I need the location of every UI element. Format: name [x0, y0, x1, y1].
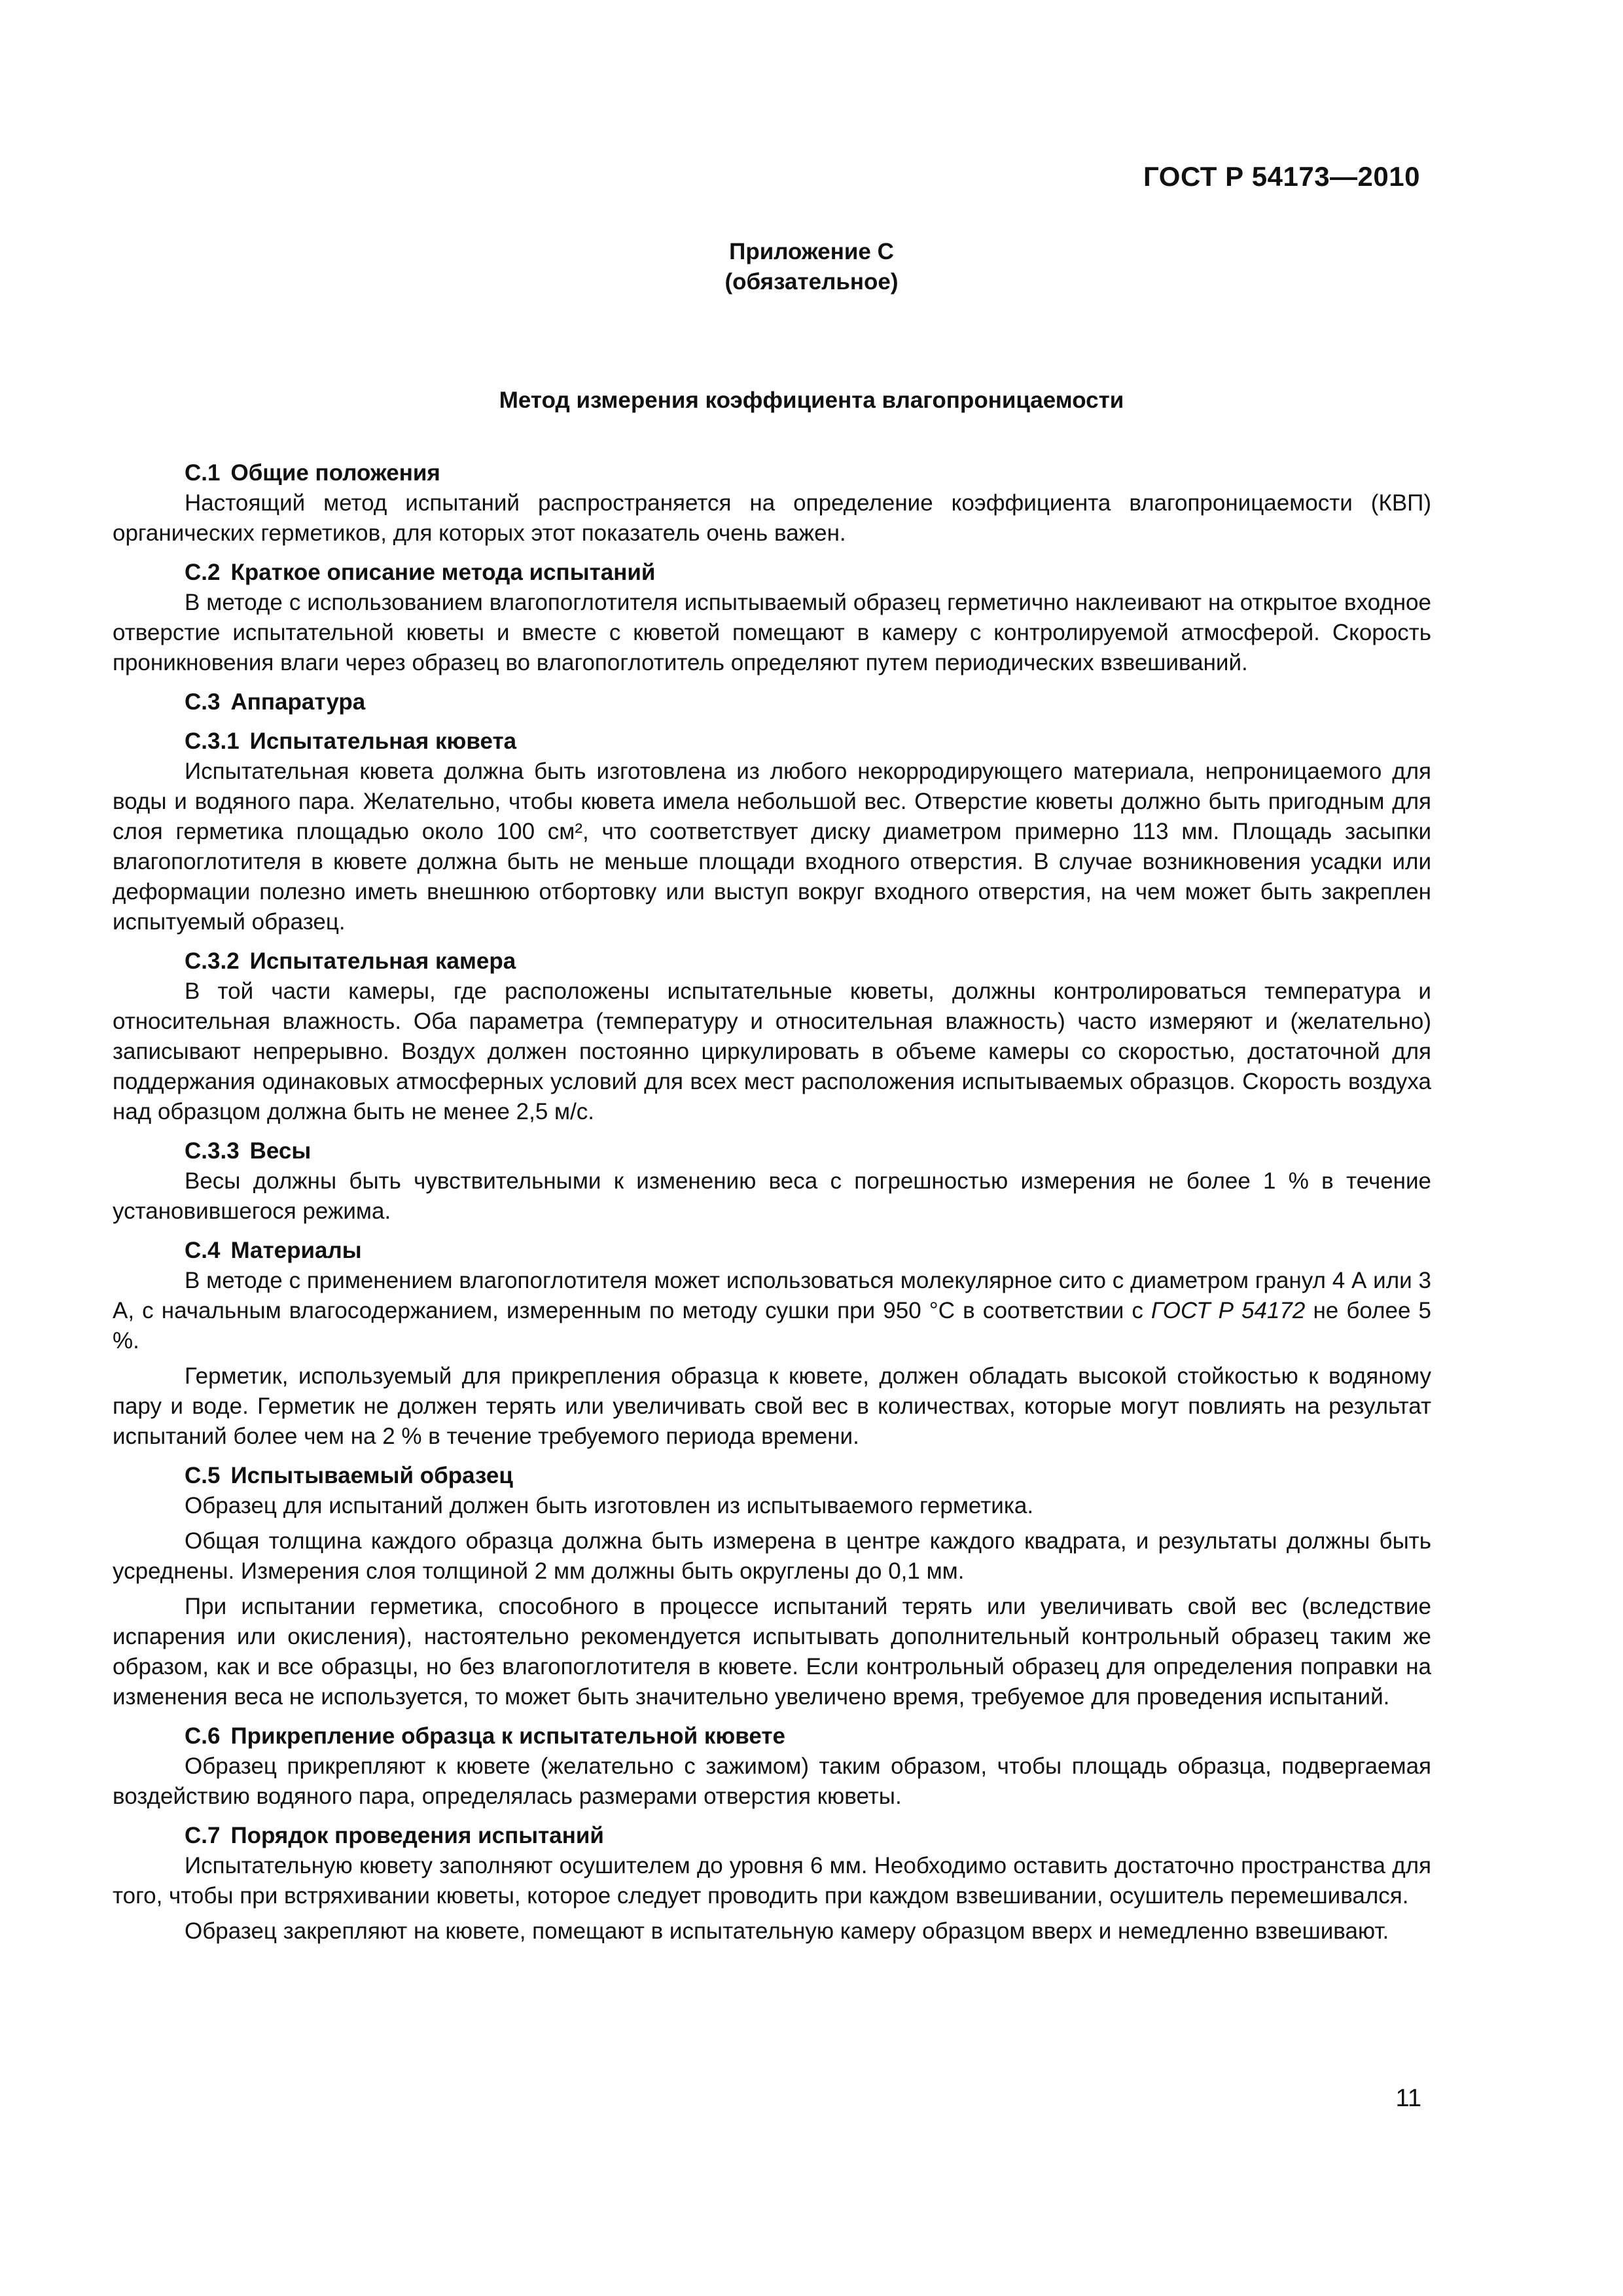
section-heading — [113, 458, 1431, 488]
section-number: С.3.3 — [185, 1138, 240, 1164]
section-title: Аппаратура — [230, 689, 366, 715]
paragraph-text: Весы должны быть чувствительными к изменению веса с погрешностью измерения не более 1 % в течение установившегося режима. — [113, 1168, 1431, 1224]
paragraph-text: Настоящий метод испытаний распространяется на определение коэффициента влагопроницаемости (КВП) органических герметиков, для которых этот показатель очень важен. — [113, 490, 1431, 546]
standard-code: ГОСТ Р 54173—2010 — [1143, 161, 1420, 192]
paragraph — [113, 1592, 1431, 1712]
paragraph — [113, 757, 1431, 937]
section-heading — [113, 726, 1431, 757]
section-number: С.3 — [185, 689, 221, 715]
paragraph — [113, 977, 1431, 1127]
paragraph — [113, 588, 1431, 678]
section-title: Материалы — [230, 1238, 362, 1263]
section-title: Испытываемый образец — [230, 1463, 513, 1488]
section-title: Порядок проведения испытаний — [230, 1823, 604, 1848]
paragraph-text: Испытательная кювета должна быть изготовлена из любого некорродирующего материала, непроницаемого для воды и водяного пара. Желательно, чтобы кювета имела небольшой вес. Отверстие кюветы должно быть пригодным для слоя герметика площадью около 100 см², что соответствует диску диаметром примерно 113 мм. Площадь засыпки влагопоглотителя в кювете должна быть не меньше площади входного отверстия. В случае возникновения усадки или деформации полезно иметь внешнюю отбортовку или выступ вокруг входного отверстия, на чем может быть закреплен испытуемый образец. — [113, 759, 1431, 935]
section-title: Испытательная кювета — [249, 728, 517, 754]
section-number: С.6 — [185, 1723, 221, 1749]
section-heading — [113, 1461, 1431, 1491]
section-title: Весы — [249, 1138, 312, 1164]
paragraph — [113, 1266, 1431, 1356]
section-title: Испытательная камера — [249, 948, 516, 974]
section-number: С.4 — [185, 1238, 221, 1263]
section-heading — [113, 946, 1431, 977]
section-number: С.7 — [185, 1823, 221, 1848]
paragraph-text: Герметик, используемый для прикрепления образца к кювете, должен обладать высокой стойкостью к водяному пару и воде. Герметик не должен терять или увеличивать свой вес в количествах, которые могут повлиять на результат испытаний более чем на 2 % в течение требуемого периода времени. — [113, 1363, 1431, 1449]
paragraph-text: В методе с использованием влагопоглотителя испытываемый образец герметично наклеивают на открытое входное отверстие испытательной кюветы и вместе с кюветой помещают в камеру с контролируемой атмосферой. Скорость проникновения влаги через образец во влагопоглотитель определяют путем периодических взвешиваний. — [113, 590, 1431, 675]
paragraph — [113, 1361, 1431, 1452]
section-heading — [113, 1721, 1431, 1751]
document-title: Метод измерения коэффициента влагопроницаемости — [499, 387, 1124, 413]
section-heading — [113, 1236, 1431, 1266]
section-number: С.1 — [185, 460, 221, 486]
paragraph-text: При испытании герметика, способного в процессе испытаний терять или увеличивать свой вес (вследствие испарения или окисления), настоятельно рекомендуется испытывать дополнительный контрольный образец таким же образом, как и все образцы, но без влагопоглотителя в кювете. Если контрольный образец для определения поправки на изменения веса не используется, то может быть значительно увеличено время, требуемое для проведения испытаний. — [113, 1594, 1431, 1710]
appendix-label: Приложение С — [729, 239, 894, 264]
section-title: Прикрепление образца к испытательной кювете — [230, 1723, 785, 1749]
section-title: Краткое описание метода испытаний — [230, 560, 656, 585]
section-title: Общие положения — [230, 460, 440, 486]
paragraph-text: Испытательную кювету заполняют осушителем до уровня 6 мм. Необходимо оставить достаточно пространства для того, чтобы при встряхивании кюветы, которое следует проводить при каждом взвешивании, осушитель перемешивался. — [113, 1853, 1431, 1909]
paragraph — [113, 1526, 1431, 1587]
standard-reference: ГОСТ Р 54172 — [1150, 1298, 1306, 1323]
appendix-status: (обязательное) — [724, 269, 899, 295]
section-number: С.3.2 — [185, 948, 240, 974]
section-heading — [113, 558, 1431, 588]
paragraph — [113, 1166, 1431, 1227]
section-number: С.2 — [185, 560, 221, 585]
paragraph-text: В той части камеры, где расположены испытательные кюветы, должны контролироваться температура и относительная влажность. Оба параметра (температуру и относительная влажность) часто измеряют и (желательно) записывают непрерывно. Воздух должен постоянно циркулировать в объеме камеры со скоростью, достаточной для поддержания одинаковых атмосферных условий для всех мест расположения испытываемых образцов. Скорость воздуха над образцом должна быть не менее 2,5 м/с. — [113, 978, 1431, 1124]
document-body — [113, 458, 1431, 1946]
paragraph-text: В методе с применением влагопоглотителя может использоваться молекулярное сито с диаметром гранул 4 А или 3 А, с начальным влагосодержанием, измеренным по методу сушки при 950 °С в соответствии с — [113, 1268, 1431, 1323]
paragraph — [113, 1851, 1431, 1911]
section-number: С.3.1 — [185, 728, 240, 754]
paragraph-text: Образец закрепляют на кювете, помещают в испытательную камеру образцом вверх и немедленно взвешивают. — [185, 1918, 1389, 1944]
section-heading — [113, 1821, 1431, 1851]
paragraph-text-tail: не более 5 %. — [113, 1298, 1431, 1354]
paragraph-text: Общая толщина каждого образца должна быть измерена в центре каждого квадрата, и результаты должны быть усреднены. Измерения слоя толщиной 2 мм должны быть округлены до 0,1 мм. — [113, 1528, 1431, 1584]
paragraph-text: Образец прикрепляют к кювете (желательно с зажимом) таким образом, чтобы площадь образца, подвергаемая воздействию водяного пара, определялась размерами отверстия кюветы. — [113, 1753, 1431, 1809]
appendix-heading — [0, 237, 1623, 297]
paragraph-text: Образец для испытаний должен быть изготовлен из испытываемого герметика. — [185, 1493, 1034, 1518]
section-heading — [113, 1136, 1431, 1166]
page-number: 11 — [1395, 2085, 1421, 2112]
section-number: С.5 — [185, 1463, 221, 1488]
paragraph — [113, 1491, 1431, 1521]
paragraph — [113, 488, 1431, 548]
paragraph — [113, 1751, 1431, 1812]
section-heading — [113, 687, 1431, 717]
paragraph — [113, 1916, 1431, 1946]
